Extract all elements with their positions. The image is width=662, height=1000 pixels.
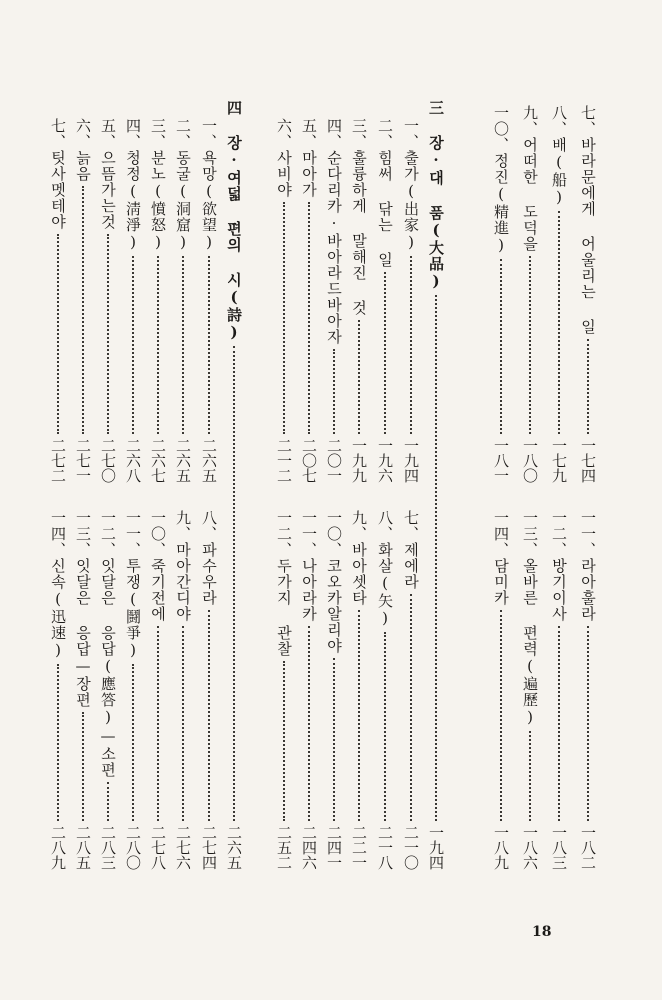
dot-leader	[384, 272, 386, 434]
chapter-heading-entry[interactable]	[424, 100, 448, 870]
dot-leader	[107, 782, 109, 821]
toc-entry[interactable]	[171, 118, 195, 483]
entry-page: 二七〇	[99, 438, 117, 483]
toc-column	[424, 0, 448, 1000]
entry-page: 二七六	[174, 825, 192, 870]
entry-page: 二八九	[49, 825, 67, 870]
dot-leader	[233, 346, 235, 821]
chapter-heading-entry[interactable]	[222, 100, 246, 870]
toc-entry[interactable]	[489, 105, 513, 483]
chapter-heading: 四 장·여덟 편의 시(詩)	[225, 100, 243, 342]
dot-leader	[358, 610, 360, 821]
dot-leader	[333, 349, 335, 434]
toc-column	[297, 0, 321, 1000]
toc-column	[576, 0, 600, 1000]
toc-entry[interactable]	[46, 118, 70, 483]
entry-title: 七、바라문에게 어울리는 일	[579, 105, 597, 335]
toc-entry[interactable]	[197, 118, 221, 483]
entry-title: 一〇、죽기전에	[149, 510, 167, 622]
toc-column	[547, 0, 571, 1000]
dot-leader	[587, 339, 589, 434]
entry-title: 六、사비야	[275, 118, 293, 198]
dot-leader	[57, 234, 59, 434]
dot-leader	[157, 256, 159, 434]
toc-entry[interactable]	[297, 510, 321, 870]
dot-leader	[308, 202, 310, 434]
entry-page: 一七九	[550, 438, 568, 483]
entry-title: 八、파수우라	[200, 510, 218, 606]
toc-column	[222, 0, 246, 1000]
entry-page: 一八一	[492, 438, 510, 483]
entry-page: 二四一	[325, 825, 343, 870]
entry-page: 一九四	[402, 438, 420, 483]
entry-page: 二一〇	[402, 825, 420, 870]
dot-leader	[283, 202, 285, 434]
toc-entry[interactable]	[71, 510, 95, 870]
dot-leader	[558, 211, 560, 434]
entry-page: 二六五	[225, 825, 243, 870]
entry-title: 八、화살(矢)	[376, 510, 394, 628]
entry-page: 二一二	[275, 438, 293, 483]
toc-entry[interactable]	[576, 510, 600, 870]
chapter-heading: 三 장·대 품(大品)	[427, 100, 445, 291]
entry-title: 三、훌륭하게 말해진 것	[350, 118, 368, 316]
toc-entry[interactable]	[489, 510, 513, 870]
entry-page: 二四六	[300, 825, 318, 870]
entry-title: 一、출가(出家)	[402, 118, 420, 252]
dot-leader	[57, 664, 59, 821]
entry-page: 二八五	[74, 825, 92, 870]
entry-page: 二八三	[99, 825, 117, 870]
entry-title: 一、욕망(欲望)	[200, 118, 218, 252]
dot-leader	[208, 610, 210, 821]
toc-column	[121, 0, 145, 1000]
dot-leader	[333, 658, 335, 821]
entry-title: 六、늙음	[74, 118, 92, 182]
entry-page: 二二一	[350, 825, 368, 870]
toc-column	[272, 0, 296, 1000]
entry-title: 二、힘써 닦는 일	[376, 118, 394, 268]
entry-title: 一四、담미카	[492, 510, 510, 606]
entry-page: 二〇七	[300, 438, 318, 483]
entry-title: 一一、투쟁(鬪爭)	[124, 510, 142, 660]
toc-column	[322, 0, 346, 1000]
dot-leader	[410, 256, 412, 434]
entry-title: 四、순다리카·바아라드바아자	[325, 118, 343, 345]
toc-column	[373, 0, 397, 1000]
dot-leader	[107, 234, 109, 434]
entry-page: 一九六	[376, 438, 394, 483]
toc-entry[interactable]	[121, 510, 145, 870]
toc-entry[interactable]	[322, 510, 346, 870]
entry-title: 八、배(船)	[550, 105, 568, 207]
toc-entry[interactable]	[121, 118, 145, 483]
dot-leader	[182, 626, 184, 821]
dot-leader	[82, 186, 84, 434]
entry-page: 一八〇	[521, 438, 539, 483]
toc-entry[interactable]	[96, 118, 120, 483]
toc-entry[interactable]	[297, 118, 321, 483]
toc-entry[interactable]	[171, 510, 195, 870]
dot-leader	[132, 664, 134, 821]
entry-page: 二六七	[149, 438, 167, 483]
toc-column	[171, 0, 195, 1000]
toc-entry[interactable]	[197, 510, 221, 870]
dot-leader	[358, 320, 360, 434]
entry-title: 一二、두가지 관찰	[275, 510, 293, 657]
toc-entry[interactable]	[347, 118, 371, 483]
entry-title: 一一、나아라카	[300, 510, 318, 622]
entry-title: 九、바아셋타	[350, 510, 368, 606]
entry-page: 二七四	[200, 825, 218, 870]
toc-column	[518, 0, 542, 1000]
dot-leader	[500, 259, 502, 434]
dot-leader	[435, 295, 437, 821]
entry-page: 一七四	[579, 438, 597, 483]
entry-title: 九、마아간디야	[174, 510, 192, 622]
entry-page: 一八九	[492, 825, 510, 870]
dot-leader	[529, 731, 531, 821]
dot-leader	[529, 256, 531, 434]
toc-entry[interactable]	[272, 510, 296, 870]
toc-entry[interactable]	[399, 118, 423, 483]
dot-leader	[157, 626, 159, 821]
toc-entry[interactable]	[96, 510, 120, 870]
toc-entry[interactable]	[576, 105, 600, 483]
entry-page: 一八六	[521, 825, 539, 870]
entry-title: 二、동굴(洞窟)	[174, 118, 192, 252]
entry-title: 九、어떠한 도덕을	[521, 105, 539, 252]
entry-title: 一〇、정진(精進)	[492, 105, 510, 255]
entry-title: 一二、방기이사	[550, 510, 568, 622]
entry-title: 五、으뜸가는것	[99, 118, 117, 230]
toc-column	[96, 0, 120, 1000]
toc-entry[interactable]	[518, 510, 542, 870]
dot-leader	[308, 626, 310, 821]
toc-column	[197, 0, 221, 1000]
dot-leader	[410, 594, 412, 821]
dot-leader	[82, 712, 84, 821]
entry-page: 二一八	[376, 825, 394, 870]
entry-page: 二六五	[174, 438, 192, 483]
dot-leader	[587, 626, 589, 821]
entry-page: 二六五	[200, 438, 218, 483]
entry-page: 二六八	[124, 438, 142, 483]
dot-leader	[182, 256, 184, 434]
entry-title: 一一、라아훌라	[579, 510, 597, 622]
toc-entry[interactable]	[518, 105, 542, 483]
page-number: 18	[532, 924, 552, 940]
entry-title: 一三、올바른 편력(遍歷)	[521, 510, 539, 727]
toc-entry[interactable]	[373, 118, 397, 483]
toc-entry[interactable]	[146, 118, 170, 483]
dot-leader	[558, 626, 560, 821]
entry-page: 二〇一	[325, 438, 343, 483]
entry-page: 二八〇	[124, 825, 142, 870]
toc-column	[347, 0, 371, 1000]
entry-title: 三、분노(憤怒)	[149, 118, 167, 252]
entry-title: 一〇、코오카알리야	[325, 510, 343, 654]
entry-page: 二七八	[149, 825, 167, 870]
dot-leader	[283, 661, 285, 821]
toc-column	[71, 0, 95, 1000]
dot-leader	[208, 256, 210, 434]
toc-entry[interactable]	[399, 510, 423, 870]
dot-leader	[500, 610, 502, 821]
toc-column	[489, 0, 513, 1000]
toc-entry[interactable]	[46, 510, 70, 870]
entry-title: 四、청정(淸淨)	[124, 118, 142, 252]
entry-page: 二七二	[49, 438, 67, 483]
entry-title: 一四、신속(迅速)	[49, 510, 67, 660]
entry-page: 一八二	[579, 825, 597, 870]
toc-entry[interactable]	[547, 105, 571, 483]
toc-entry[interactable]	[71, 118, 95, 483]
toc-entry[interactable]	[373, 510, 397, 870]
entry-title: 一二、잇달은 응답(應答)—소편	[99, 510, 117, 778]
entry-page: 一九九	[350, 438, 368, 483]
entry-title: 五、마아가	[300, 118, 318, 198]
toc-column	[46, 0, 70, 1000]
entry-title: 一三、잇달은 응답—장편	[74, 510, 92, 708]
toc-entry[interactable]	[146, 510, 170, 870]
toc-entry[interactable]	[322, 118, 346, 483]
dot-leader	[384, 632, 386, 821]
entry-page: 二五二	[275, 825, 293, 870]
toc-entry[interactable]	[547, 510, 571, 870]
entry-title: 七、제에라	[402, 510, 420, 590]
toc-entry[interactable]	[347, 510, 371, 870]
dot-leader	[132, 256, 134, 434]
entry-page: 二七一	[74, 438, 92, 483]
toc-column	[146, 0, 170, 1000]
entry-page: 一九四	[427, 825, 445, 870]
entry-page: 一八三	[550, 825, 568, 870]
toc-entry[interactable]	[272, 118, 296, 483]
toc-column	[399, 0, 423, 1000]
entry-title: 七、팃사멧테야	[49, 118, 67, 230]
